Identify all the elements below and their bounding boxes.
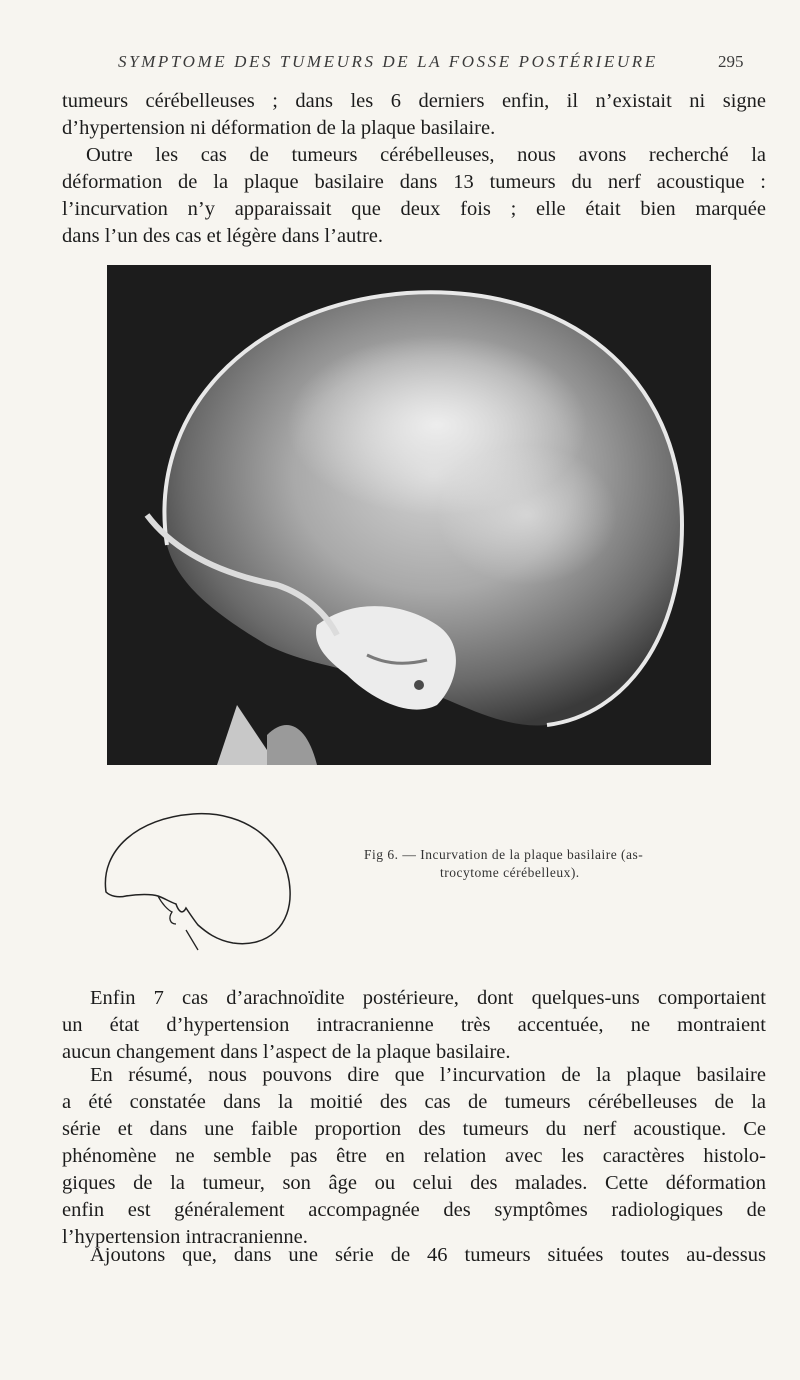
page-number: 295 bbox=[718, 52, 744, 71]
skull-outline-sketch bbox=[98, 800, 298, 955]
paragraph-5 bbox=[62, 1242, 766, 1269]
text-line: a été constatée dans la moitié des cas de tumeurs cérébelleuses de la bbox=[62, 1091, 766, 1113]
text-line: l’incurvation n’y apparaissait que deux fois ; elle était bien marquée bbox=[62, 198, 766, 220]
caption-line-1: Fig 6. — Incurvation de la plaque basilaire (as- bbox=[364, 847, 644, 862]
text-line: d’hypertension ni déformation de la plaque basilaire. bbox=[62, 117, 496, 139]
skull-xray-image bbox=[107, 265, 711, 765]
text-line: enfin est généralement accompagnée des symptômes radiologiques de bbox=[62, 1199, 766, 1221]
text-line: tumeurs cérébelleuses ; dans les 6 derniers enfin, il n’existait ni signe bbox=[62, 90, 766, 112]
text-line: déformation de la plaque basilaire dans 13 tumeurs du nerf acoustique : bbox=[62, 171, 766, 193]
text-line: dans l’un des cas et légère dans l’autre. bbox=[62, 225, 384, 247]
text-line: giques de la tumeur, son âge ou celui des malades. Cette déformation bbox=[62, 1172, 766, 1194]
text-line: phénomène ne semble pas être en relation avec les caractères histolo- bbox=[62, 1145, 766, 1167]
paragraph-4 bbox=[62, 1062, 766, 1251]
text-line: l’hypertension intracranienne. bbox=[62, 1226, 308, 1248]
text-line: aucun changement dans l’aspect de la plaque basilaire. bbox=[62, 1041, 511, 1063]
paragraph-3 bbox=[62, 985, 766, 1066]
text-line: Ajoutons que, dans une série de 46 tumeurs situées toutes au-dessus bbox=[90, 1244, 766, 1266]
text-line: Enfin 7 cas d’arachnoïdite postérieure, dont quelques-uns comportaient bbox=[90, 987, 766, 1009]
figure-caption bbox=[364, 846, 694, 882]
running-title: SYMPTOME DES TUMEURS DE LA FOSSE POSTÉRIEURE bbox=[118, 52, 658, 71]
text-line: En résumé, nous pouvons dire que l’incurvation de la plaque basilaire bbox=[90, 1064, 766, 1086]
paragraph-2 bbox=[62, 142, 766, 250]
paragraph-1 bbox=[62, 88, 766, 142]
text-line: série et dans une faible proportion des tumeurs du nerf acoustique. Ce bbox=[62, 1118, 766, 1140]
text-line: un état d’hypertension intracranienne très accentuée, ne montraient bbox=[62, 1014, 766, 1036]
caption-line-2: trocytome cérébelleux). bbox=[440, 865, 580, 880]
text-line: Outre les cas de tumeurs cérébelleuses, nous avons recherché la bbox=[86, 144, 766, 166]
